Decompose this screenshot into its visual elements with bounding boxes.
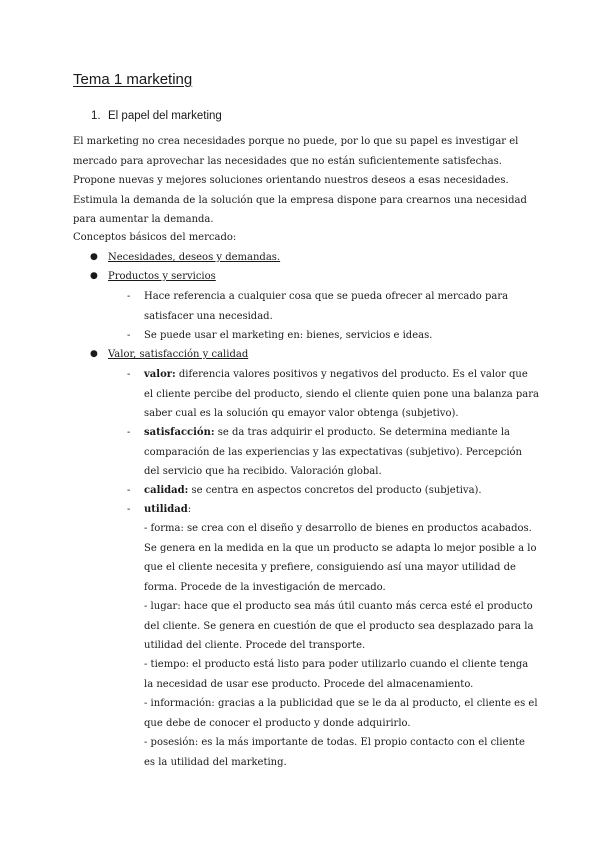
sub-item-text — [144, 365, 539, 424]
section-number: 1. — [91, 110, 101, 122]
dash-icon: - — [127, 485, 131, 496]
term-calidad: calidad: — [144, 485, 189, 496]
sub-item-text: Hace referencia a cualquier cosa que se pueda ofrecer al mercado para satisfacer una necesidad. — [144, 291, 509, 322]
utilidad-detail-text: - forma: se crea con el diseño y desarrollo de bienes en productos acabados. Se genera en la medida en la que un producto se adapta lo mejor posible a lo que el cliente necesita y prefiere, consiguiendo así una mayor utilidad de forma. Procede de la investigación de mercado. — [144, 523, 537, 593]
definition-valor: diferencia valores positivos y negativos del producto. Es el valor que el cliente percibe del producto, siendo el cliente quien pone una balanza para saber cual es la solución qu emayor valor obtenga (subjetivo). — [144, 369, 539, 420]
section-heading — [91, 110, 222, 122]
bullet-label: Productos y servicios — [108, 271, 216, 282]
term-utilidad-colon: : — [187, 504, 192, 515]
sub-item-text — [144, 500, 539, 520]
dash-icon: - — [127, 330, 131, 341]
dash-icon: - — [127, 291, 131, 302]
bullet-icon: ● — [90, 349, 98, 359]
sub-item-text: Se puede usar el marketing en: bienes, servicios e ideas. — [144, 330, 433, 341]
intro-paragraph: El marketing no crea necesidades porque no puede, por lo que su papel es investigar el mercado para aprovechar las necesidades que no están suficientemente satisfechas. Propone nuevas y mejores soluciones orientando nuestros deseos a esas necesidades. Estimula la demanda de la solución que la empresa dispone para crearnos una necesidad para aumentar la demanda. — [73, 136, 527, 226]
concepts-label: Conceptos básicos del mercado: — [73, 232, 237, 243]
dash-icon: - — [127, 504, 131, 515]
term-valor: valor: — [144, 369, 176, 380]
utilidad-detail-text: - información: gracias a la publicidad que se le da al producto, el cliente es el que debe de conocer el producto y donde adquirirlo. — [144, 698, 538, 729]
bullet-label: Necesidades, deseos y demandas. — [108, 252, 281, 263]
document-title: Tema 1 marketing — [73, 71, 193, 88]
dash-icon: - — [127, 427, 131, 438]
term-utilidad: utilidad — [144, 504, 188, 515]
utilidad-detail-text: - tiempo: el producto está listo para poder utilizarlo cuando el cliente tenga la necesidad de usar ese producto. Procede del almacenamiento. — [144, 659, 529, 690]
sub-item-text — [144, 423, 539, 482]
bullet-label: Valor, satisfacción y calidad — [108, 349, 249, 360]
definition-satisfaccion: se da tras adquirir el producto. Se determina mediante la comparación de las experiencias y las expectativas (subjetivo). Percepción del servicio que ha recibido. Valoración global. — [144, 427, 522, 478]
bullet-icon: ● — [90, 271, 98, 281]
sub-item-text — [144, 481, 539, 501]
term-satisfaccion: satisfacción: — [144, 427, 215, 438]
utilidad-detail-text: - posesión: es la más importante de todas. El propio contacto con el cliente es la utilidad del marketing. — [144, 737, 525, 768]
dash-icon: - — [127, 369, 131, 380]
definition-calidad: se centra en aspectos concretos del producto (subjetiva). — [191, 485, 482, 496]
bullet-icon: ● — [90, 252, 98, 262]
section-heading-text: El papel del marketing — [108, 110, 222, 122]
utilidad-detail-text: - lugar: hace que el producto sea más útil cuanto más cerca esté el producto del cliente. Se genera en cuestión de que el producto sea desplazado para la utilidad del cliente. Procede del transporte. — [144, 601, 534, 652]
